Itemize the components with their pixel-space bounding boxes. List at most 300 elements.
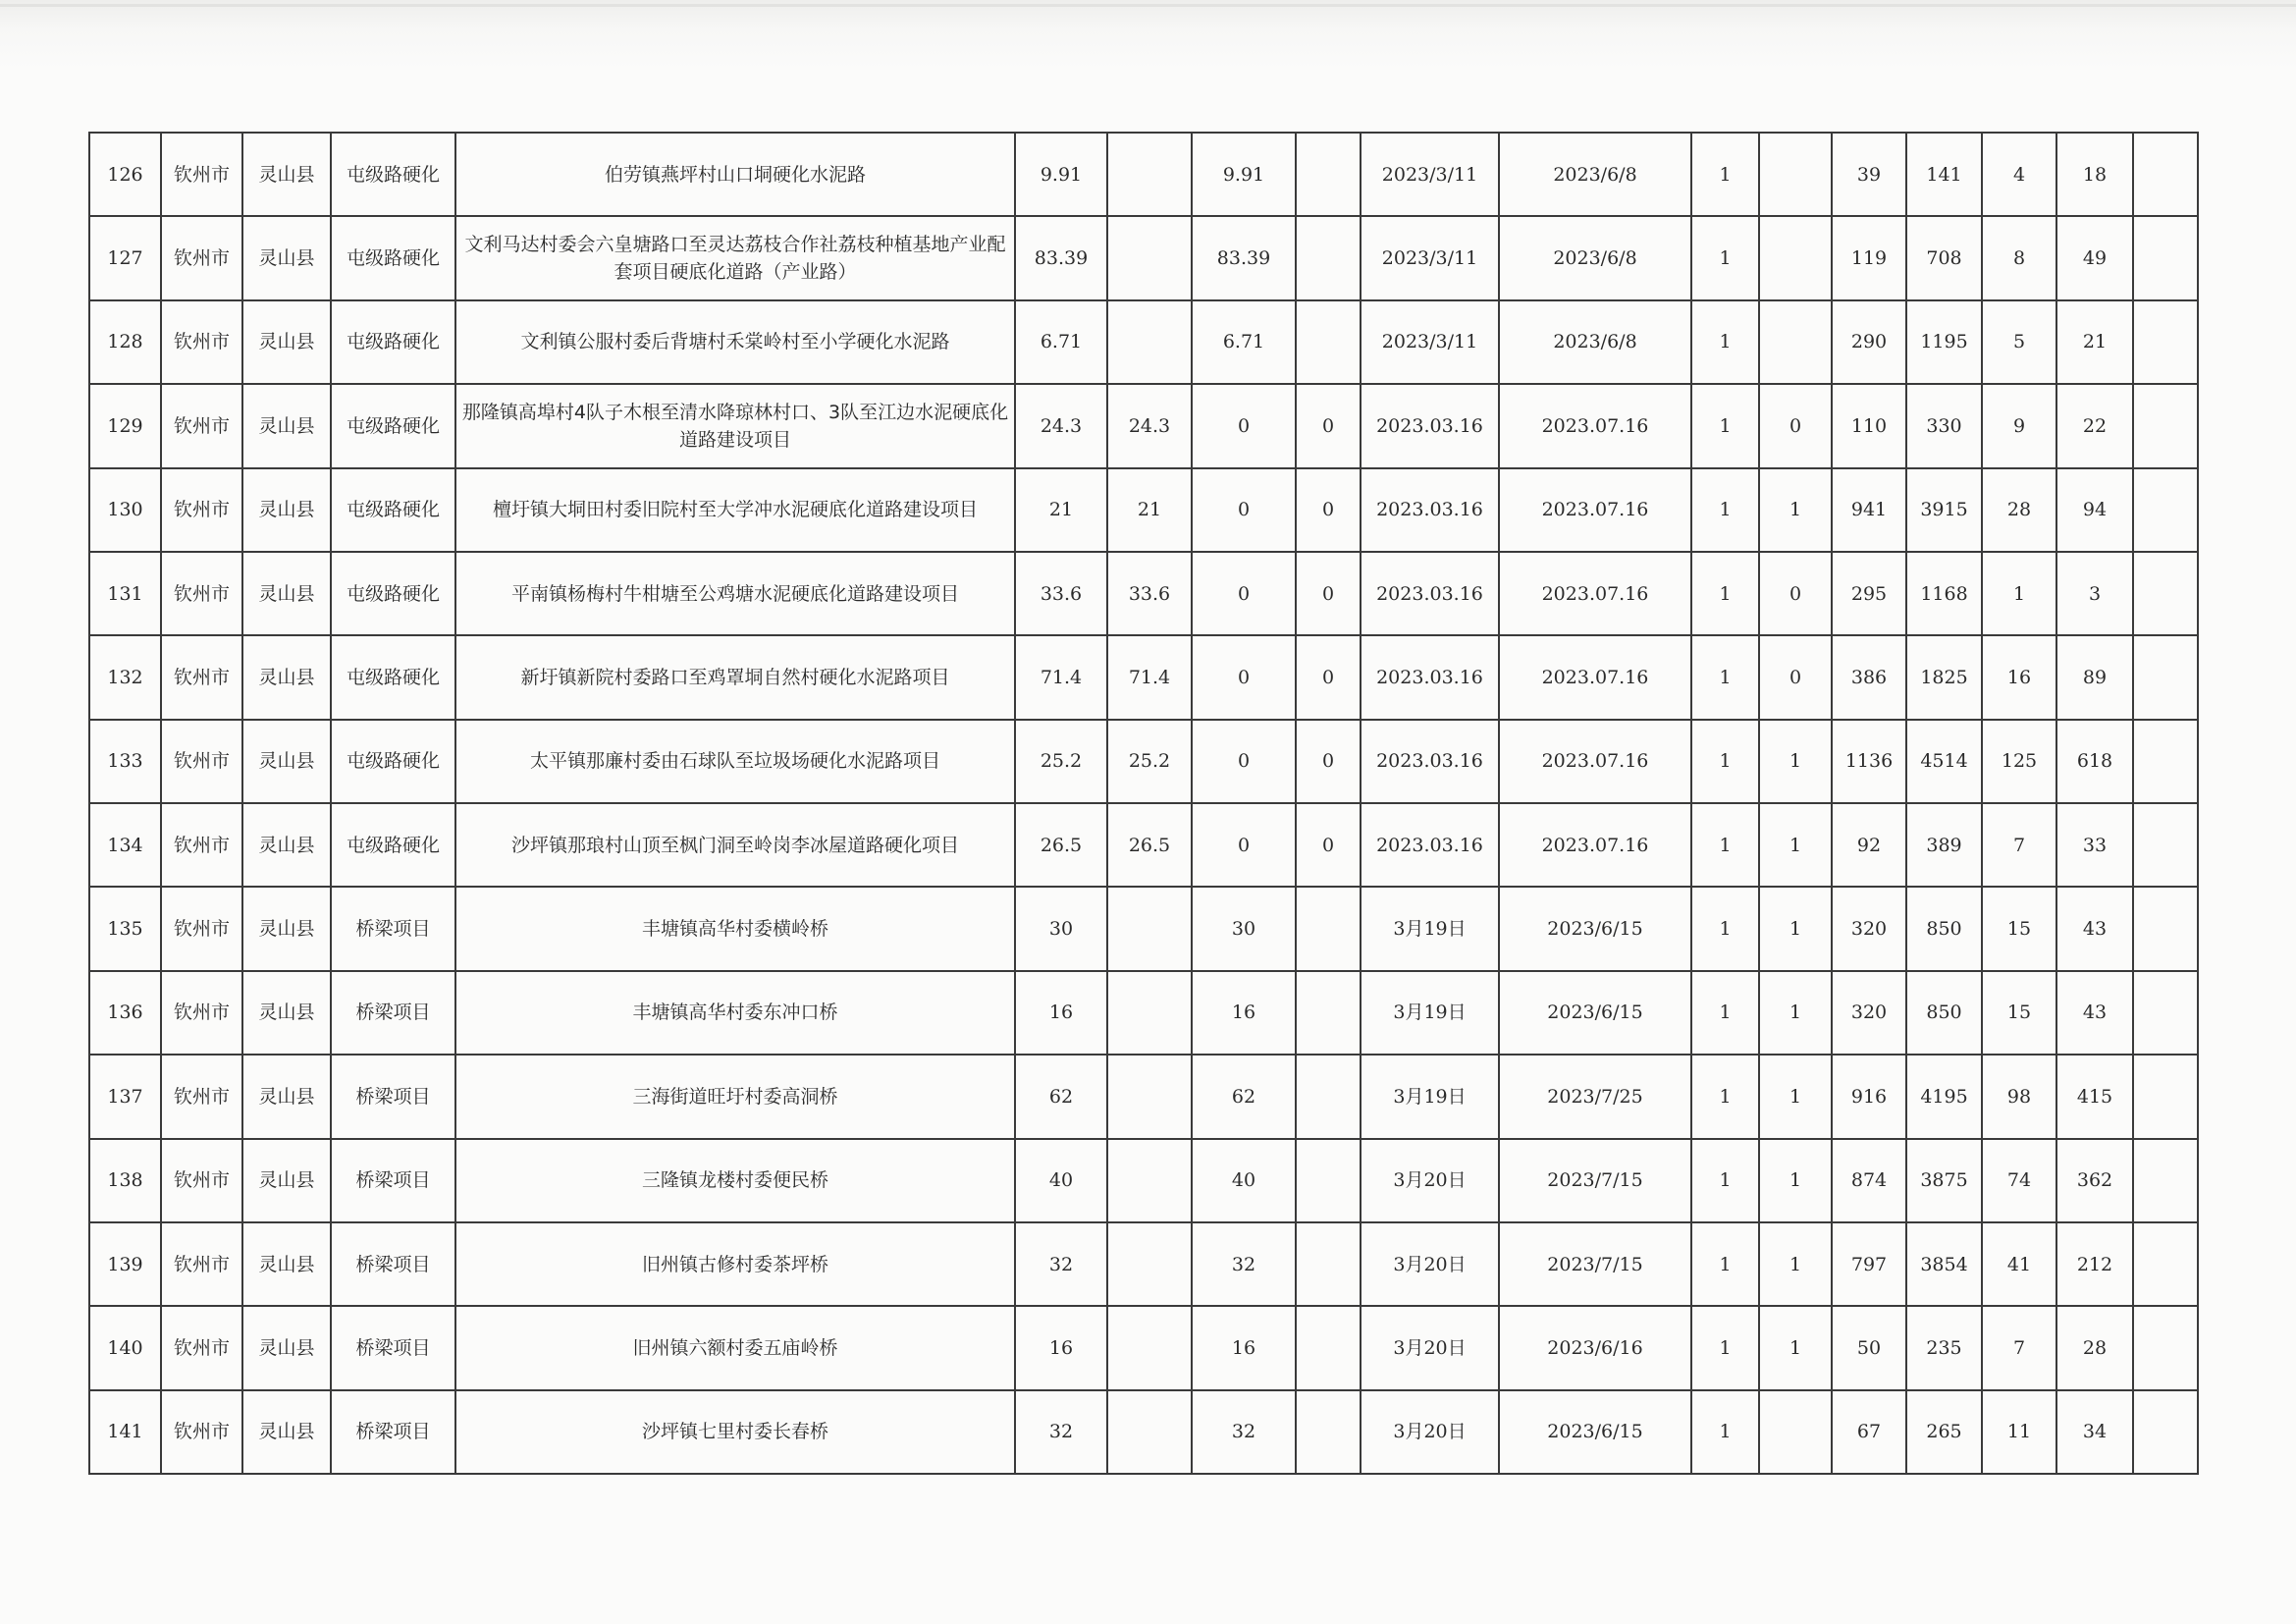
- city-cell: 钦州市: [161, 803, 242, 887]
- fund-c-cell: [1296, 887, 1361, 970]
- project-name-cell: 檀圩镇大垌田村委旧院村至大学冲水泥硬底化道路建设项目: [455, 468, 1015, 552]
- population-cell: 850: [1906, 887, 1982, 970]
- project-name-cell: 太平镇那廉村委由石球队至垃圾场硬化水泥路项目: [455, 720, 1015, 803]
- households-cell: 110: [1832, 384, 1906, 467]
- poor-population-cell: 89: [2056, 635, 2133, 719]
- total-investment-cell: 71.4: [1015, 635, 1107, 719]
- remarks-cell: [2133, 1306, 2198, 1389]
- category-cell: 屯级路硬化: [331, 300, 455, 384]
- fund-b-cell: 16: [1192, 1306, 1296, 1389]
- poor-households-cell: 15: [1982, 887, 2056, 970]
- remarks-cell: [2133, 216, 2198, 299]
- count-b-cell: 1: [1759, 1139, 1832, 1222]
- remarks-cell: [2133, 300, 2198, 384]
- fund-b-cell: 32: [1192, 1222, 1296, 1306]
- project-name-cell: 沙坪镇七里村委长春桥: [455, 1390, 1015, 1474]
- fund-c-cell: 0: [1296, 720, 1361, 803]
- end-date-cell: 2023/6/15: [1499, 887, 1691, 970]
- total-investment-cell: 16: [1015, 1306, 1107, 1389]
- poor-population-cell: 3: [2056, 552, 2133, 635]
- project-name-cell: 那隆镇高埠村4队子木根至清水降琼林村口、3队至江边水泥硬底化道路建设项目: [455, 384, 1015, 467]
- start-date-cell: 3月19日: [1361, 971, 1499, 1055]
- county-cell: 灵山县: [242, 133, 331, 216]
- households-cell: 295: [1832, 552, 1906, 635]
- row-number: 127: [89, 216, 161, 299]
- fund-a-cell: 71.4: [1107, 635, 1192, 719]
- city-cell: 钦州市: [161, 216, 242, 299]
- remarks-cell: [2133, 887, 2198, 970]
- table-row: [89, 635, 2198, 719]
- fund-c-cell: [1296, 1390, 1361, 1474]
- population-cell: 708: [1906, 216, 1982, 299]
- city-cell: 钦州市: [161, 1055, 242, 1138]
- fund-a-cell: [1107, 1390, 1192, 1474]
- category-cell: 屯级路硬化: [331, 468, 455, 552]
- poor-population-cell: 43: [2056, 971, 2133, 1055]
- city-cell: 钦州市: [161, 384, 242, 467]
- county-cell: 灵山县: [242, 468, 331, 552]
- poor-population-cell: 21: [2056, 300, 2133, 384]
- remarks-cell: [2133, 1055, 2198, 1138]
- project-name-cell: 新圩镇新院村委路口至鸡罩垌自然村硬化水泥路项目: [455, 635, 1015, 719]
- count-a-cell: 1: [1691, 384, 1759, 467]
- households-cell: 916: [1832, 1055, 1906, 1138]
- count-b-cell: 0: [1759, 635, 1832, 719]
- count-a-cell: 1: [1691, 1306, 1759, 1389]
- poor-households-cell: 16: [1982, 635, 2056, 719]
- fund-b-cell: 0: [1192, 468, 1296, 552]
- city-cell: 钦州市: [161, 1306, 242, 1389]
- households-cell: 797: [1832, 1222, 1906, 1306]
- category-cell: 桥梁项目: [331, 1139, 455, 1222]
- count-a-cell: 1: [1691, 1139, 1759, 1222]
- remarks-cell: [2133, 971, 2198, 1055]
- table-row: [89, 803, 2198, 887]
- end-date-cell: 2023/6/16: [1499, 1306, 1691, 1389]
- project-name-cell: 三隆镇龙楼村委便民桥: [455, 1139, 1015, 1222]
- count-b-cell: 1: [1759, 468, 1832, 552]
- end-date-cell: 2023/7/15: [1499, 1222, 1691, 1306]
- end-date-cell: 2023/7/25: [1499, 1055, 1691, 1138]
- poor-households-cell: 7: [1982, 1306, 2056, 1389]
- poor-households-cell: 11: [1982, 1390, 2056, 1474]
- households-cell: 320: [1832, 887, 1906, 970]
- fund-a-cell: 33.6: [1107, 552, 1192, 635]
- poor-population-cell: 49: [2056, 216, 2133, 299]
- fund-a-cell: [1107, 887, 1192, 970]
- table-row: [89, 216, 2198, 299]
- fund-b-cell: 0: [1192, 803, 1296, 887]
- row-number: 130: [89, 468, 161, 552]
- fund-b-cell: 0: [1192, 635, 1296, 719]
- poor-population-cell: 212: [2056, 1222, 2133, 1306]
- project-name-cell: 旧州镇六额村委五庙岭桥: [455, 1306, 1015, 1389]
- category-cell: 屯级路硬化: [331, 803, 455, 887]
- count-b-cell: 1: [1759, 720, 1832, 803]
- fund-a-cell: [1107, 1306, 1192, 1389]
- fund-b-cell: 0: [1192, 552, 1296, 635]
- city-cell: 钦州市: [161, 1222, 242, 1306]
- count-b-cell: 0: [1759, 552, 1832, 635]
- county-cell: 灵山县: [242, 384, 331, 467]
- row-number: 140: [89, 1306, 161, 1389]
- start-date-cell: 2023.03.16: [1361, 635, 1499, 719]
- population-cell: 850: [1906, 971, 1982, 1055]
- end-date-cell: 2023.07.16: [1499, 803, 1691, 887]
- city-cell: 钦州市: [161, 1390, 242, 1474]
- total-investment-cell: 16: [1015, 971, 1107, 1055]
- county-cell: 灵山县: [242, 803, 331, 887]
- count-a-cell: 1: [1691, 133, 1759, 216]
- poor-population-cell: 43: [2056, 887, 2133, 970]
- start-date-cell: 3月20日: [1361, 1306, 1499, 1389]
- count-b-cell: [1759, 133, 1832, 216]
- poor-households-cell: 125: [1982, 720, 2056, 803]
- scan-line: [0, 4, 2296, 7]
- remarks-cell: [2133, 1139, 2198, 1222]
- table-row: [89, 1390, 2198, 1474]
- poor-population-cell: 22: [2056, 384, 2133, 467]
- count-b-cell: 1: [1759, 971, 1832, 1055]
- population-cell: 3875: [1906, 1139, 1982, 1222]
- total-investment-cell: 24.3: [1015, 384, 1107, 467]
- category-cell: 桥梁项目: [331, 1222, 455, 1306]
- county-cell: 灵山县: [242, 552, 331, 635]
- category-cell: 桥梁项目: [331, 971, 455, 1055]
- population-cell: 1825: [1906, 635, 1982, 719]
- table-row: [89, 971, 2198, 1055]
- fund-a-cell: [1107, 1139, 1192, 1222]
- fund-b-cell: 32: [1192, 1390, 1296, 1474]
- category-cell: 屯级路硬化: [331, 216, 455, 299]
- fund-a-cell: 25.2: [1107, 720, 1192, 803]
- county-cell: 灵山县: [242, 1222, 331, 1306]
- fund-a-cell: [1107, 216, 1192, 299]
- fund-a-cell: 24.3: [1107, 384, 1192, 467]
- count-a-cell: 1: [1691, 887, 1759, 970]
- fund-c-cell: [1296, 1139, 1361, 1222]
- project-name-cell: 旧州镇古修村委茶坪桥: [455, 1222, 1015, 1306]
- poor-population-cell: 415: [2056, 1055, 2133, 1138]
- households-cell: 874: [1832, 1139, 1906, 1222]
- category-cell: 屯级路硬化: [331, 720, 455, 803]
- poor-households-cell: 98: [1982, 1055, 2056, 1138]
- fund-b-cell: 6.71: [1192, 300, 1296, 384]
- fund-c-cell: 0: [1296, 384, 1361, 467]
- project-name-cell: 文利镇公服村委后背塘村禾棠岭村至小学硬化水泥路: [455, 300, 1015, 384]
- count-b-cell: 1: [1759, 803, 1832, 887]
- row-number: 138: [89, 1139, 161, 1222]
- county-cell: 灵山县: [242, 887, 331, 970]
- city-cell: 钦州市: [161, 468, 242, 552]
- start-date-cell: 2023.03.16: [1361, 720, 1499, 803]
- end-date-cell: 2023.07.16: [1499, 720, 1691, 803]
- table-row: [89, 1222, 2198, 1306]
- households-cell: 67: [1832, 1390, 1906, 1474]
- fund-b-cell: 16: [1192, 971, 1296, 1055]
- row-number: 132: [89, 635, 161, 719]
- project-name-cell: 平南镇杨梅村牛柑塘至公鸡塘水泥硬底化道路建设项目: [455, 552, 1015, 635]
- end-date-cell: 2023/6/15: [1499, 971, 1691, 1055]
- end-date-cell: 2023/6/8: [1499, 216, 1691, 299]
- count-b-cell: 1: [1759, 1055, 1832, 1138]
- project-name-cell: 伯劳镇燕坪村山口垌硬化水泥路: [455, 133, 1015, 216]
- project-name-cell: 沙坪镇那琅村山顶至枫门洞至岭岗李冰屋道路硬化项目: [455, 803, 1015, 887]
- households-cell: 290: [1832, 300, 1906, 384]
- start-date-cell: 3月19日: [1361, 887, 1499, 970]
- category-cell: 屯级路硬化: [331, 133, 455, 216]
- poor-households-cell: 5: [1982, 300, 2056, 384]
- population-cell: 265: [1906, 1390, 1982, 1474]
- start-date-cell: 3月20日: [1361, 1390, 1499, 1474]
- remarks-cell: [2133, 384, 2198, 467]
- table-row: [89, 468, 2198, 552]
- count-a-cell: 1: [1691, 552, 1759, 635]
- category-cell: 屯级路硬化: [331, 552, 455, 635]
- table-row: [89, 1306, 2198, 1389]
- city-cell: 钦州市: [161, 300, 242, 384]
- households-cell: 941: [1832, 468, 1906, 552]
- row-number: 141: [89, 1390, 161, 1474]
- households-cell: 1136: [1832, 720, 1906, 803]
- count-b-cell: 1: [1759, 887, 1832, 970]
- start-date-cell: 2023.03.16: [1361, 468, 1499, 552]
- row-number: 133: [89, 720, 161, 803]
- end-date-cell: 2023.07.16: [1499, 468, 1691, 552]
- category-cell: 屯级路硬化: [331, 635, 455, 719]
- city-cell: 钦州市: [161, 635, 242, 719]
- fund-a-cell: [1107, 133, 1192, 216]
- count-b-cell: [1759, 216, 1832, 299]
- remarks-cell: [2133, 552, 2198, 635]
- category-cell: 桥梁项目: [331, 1390, 455, 1474]
- end-date-cell: 2023/7/15: [1499, 1139, 1691, 1222]
- table-body: [89, 133, 2198, 1474]
- project-name-cell: 丰塘镇高华村委东冲口桥: [455, 971, 1015, 1055]
- count-a-cell: 1: [1691, 971, 1759, 1055]
- population-cell: 1195: [1906, 300, 1982, 384]
- city-cell: 钦州市: [161, 133, 242, 216]
- table-row: [89, 1139, 2198, 1222]
- table-row: [89, 720, 2198, 803]
- end-date-cell: 2023.07.16: [1499, 552, 1691, 635]
- fund-b-cell: 62: [1192, 1055, 1296, 1138]
- count-a-cell: 1: [1691, 468, 1759, 552]
- county-cell: 灵山县: [242, 1390, 331, 1474]
- population-cell: 3915: [1906, 468, 1982, 552]
- row-number: 126: [89, 133, 161, 216]
- end-date-cell: 2023.07.16: [1499, 384, 1691, 467]
- table-row: [89, 133, 2198, 216]
- city-cell: 钦州市: [161, 1139, 242, 1222]
- category-cell: 桥梁项目: [331, 1055, 455, 1138]
- table-row: [89, 300, 2198, 384]
- project-table: [88, 132, 2199, 1475]
- count-a-cell: 1: [1691, 1222, 1759, 1306]
- poor-households-cell: 28: [1982, 468, 2056, 552]
- row-number: 136: [89, 971, 161, 1055]
- end-date-cell: 2023/6/15: [1499, 1390, 1691, 1474]
- poor-households-cell: 9: [1982, 384, 2056, 467]
- county-cell: 灵山县: [242, 720, 331, 803]
- start-date-cell: 2023/3/11: [1361, 133, 1499, 216]
- county-cell: 灵山县: [242, 1055, 331, 1138]
- table-row: [89, 887, 2198, 970]
- fund-c-cell: [1296, 300, 1361, 384]
- start-date-cell: 3月20日: [1361, 1139, 1499, 1222]
- households-cell: 39: [1832, 133, 1906, 216]
- total-investment-cell: 32: [1015, 1222, 1107, 1306]
- population-cell: 235: [1906, 1306, 1982, 1389]
- households-cell: 92: [1832, 803, 1906, 887]
- count-b-cell: 1: [1759, 1222, 1832, 1306]
- row-number: 131: [89, 552, 161, 635]
- fund-b-cell: 0: [1192, 384, 1296, 467]
- population-cell: 4195: [1906, 1055, 1982, 1138]
- fund-c-cell: [1296, 133, 1361, 216]
- total-investment-cell: 40: [1015, 1139, 1107, 1222]
- fund-b-cell: 9.91: [1192, 133, 1296, 216]
- count-a-cell: 1: [1691, 720, 1759, 803]
- count-b-cell: 0: [1759, 384, 1832, 467]
- fund-a-cell: [1107, 971, 1192, 1055]
- project-name-cell: 文利马达村委会六皇塘路口至灵达荔枝合作社荔枝种植基地产业配套项目硬底化道路（产业路）: [455, 216, 1015, 299]
- remarks-cell: [2133, 1222, 2198, 1306]
- table-row: [89, 552, 2198, 635]
- population-cell: 3854: [1906, 1222, 1982, 1306]
- count-a-cell: 1: [1691, 216, 1759, 299]
- start-date-cell: 3月19日: [1361, 1055, 1499, 1138]
- remarks-cell: [2133, 635, 2198, 719]
- start-date-cell: 2023.03.16: [1361, 552, 1499, 635]
- total-investment-cell: 30: [1015, 887, 1107, 970]
- poor-households-cell: 7: [1982, 803, 2056, 887]
- county-cell: 灵山县: [242, 1139, 331, 1222]
- county-cell: 灵山县: [242, 300, 331, 384]
- population-cell: 141: [1906, 133, 1982, 216]
- row-number: 139: [89, 1222, 161, 1306]
- poor-households-cell: 41: [1982, 1222, 2056, 1306]
- count-a-cell: 1: [1691, 300, 1759, 384]
- end-date-cell: 2023.07.16: [1499, 635, 1691, 719]
- poor-population-cell: 34: [2056, 1390, 2133, 1474]
- poor-population-cell: 33: [2056, 803, 2133, 887]
- remarks-cell: [2133, 720, 2198, 803]
- count-a-cell: 1: [1691, 635, 1759, 719]
- total-investment-cell: 62: [1015, 1055, 1107, 1138]
- fund-a-cell: [1107, 300, 1192, 384]
- fund-c-cell: [1296, 1222, 1361, 1306]
- county-cell: 灵山县: [242, 635, 331, 719]
- city-cell: 钦州市: [161, 720, 242, 803]
- start-date-cell: 2023/3/11: [1361, 300, 1499, 384]
- project-name-cell: 三海街道旺圩村委高洞桥: [455, 1055, 1015, 1138]
- category-cell: 屯级路硬化: [331, 384, 455, 467]
- total-investment-cell: 33.6: [1015, 552, 1107, 635]
- row-number: 128: [89, 300, 161, 384]
- fund-a-cell: 26.5: [1107, 803, 1192, 887]
- remarks-cell: [2133, 468, 2198, 552]
- poor-population-cell: 28: [2056, 1306, 2133, 1389]
- county-cell: 灵山县: [242, 1306, 331, 1389]
- poor-households-cell: 4: [1982, 133, 2056, 216]
- table-row: [89, 384, 2198, 467]
- category-cell: 桥梁项目: [331, 887, 455, 970]
- poor-population-cell: 618: [2056, 720, 2133, 803]
- total-investment-cell: 32: [1015, 1390, 1107, 1474]
- fund-b-cell: 83.39: [1192, 216, 1296, 299]
- fund-c-cell: 0: [1296, 552, 1361, 635]
- row-number: 134: [89, 803, 161, 887]
- poor-households-cell: 8: [1982, 216, 2056, 299]
- remarks-cell: [2133, 803, 2198, 887]
- fund-c-cell: [1296, 1055, 1361, 1138]
- total-investment-cell: 26.5: [1015, 803, 1107, 887]
- households-cell: 386: [1832, 635, 1906, 719]
- city-cell: 钦州市: [161, 887, 242, 970]
- fund-b-cell: 40: [1192, 1139, 1296, 1222]
- fund-c-cell: [1296, 216, 1361, 299]
- remarks-cell: [2133, 1390, 2198, 1474]
- poor-population-cell: 94: [2056, 468, 2133, 552]
- fund-a-cell: [1107, 1055, 1192, 1138]
- start-date-cell: 2023/3/11: [1361, 216, 1499, 299]
- fund-b-cell: 0: [1192, 720, 1296, 803]
- fund-b-cell: 30: [1192, 887, 1296, 970]
- fund-c-cell: 0: [1296, 635, 1361, 719]
- population-cell: 330: [1906, 384, 1982, 467]
- row-number: 135: [89, 887, 161, 970]
- poor-households-cell: 15: [1982, 971, 2056, 1055]
- fund-c-cell: [1296, 971, 1361, 1055]
- end-date-cell: 2023/6/8: [1499, 133, 1691, 216]
- households-cell: 119: [1832, 216, 1906, 299]
- remarks-cell: [2133, 133, 2198, 216]
- households-cell: 320: [1832, 971, 1906, 1055]
- population-cell: 389: [1906, 803, 1982, 887]
- poor-population-cell: 18: [2056, 133, 2133, 216]
- start-date-cell: 3月20日: [1361, 1222, 1499, 1306]
- population-cell: 4514: [1906, 720, 1982, 803]
- end-date-cell: 2023/6/8: [1499, 300, 1691, 384]
- table-row: [89, 1055, 2198, 1138]
- poor-households-cell: 1: [1982, 552, 2056, 635]
- count-a-cell: 1: [1691, 1055, 1759, 1138]
- total-investment-cell: 25.2: [1015, 720, 1107, 803]
- total-investment-cell: 9.91: [1015, 133, 1107, 216]
- count-b-cell: [1759, 300, 1832, 384]
- count-a-cell: 1: [1691, 1390, 1759, 1474]
- fund-c-cell: 0: [1296, 468, 1361, 552]
- poor-population-cell: 362: [2056, 1139, 2133, 1222]
- row-number: 129: [89, 384, 161, 467]
- poor-households-cell: 74: [1982, 1139, 2056, 1222]
- population-cell: 1168: [1906, 552, 1982, 635]
- city-cell: 钦州市: [161, 971, 242, 1055]
- scan-edge: [0, 0, 2296, 69]
- fund-a-cell: 21: [1107, 468, 1192, 552]
- start-date-cell: 2023.03.16: [1361, 384, 1499, 467]
- county-cell: 灵山县: [242, 216, 331, 299]
- total-investment-cell: 83.39: [1015, 216, 1107, 299]
- fund-a-cell: [1107, 1222, 1192, 1306]
- city-cell: 钦州市: [161, 552, 242, 635]
- households-cell: 50: [1832, 1306, 1906, 1389]
- count-b-cell: [1759, 1390, 1832, 1474]
- total-investment-cell: 6.71: [1015, 300, 1107, 384]
- project-name-cell: 丰塘镇高华村委横岭桥: [455, 887, 1015, 970]
- total-investment-cell: 21: [1015, 468, 1107, 552]
